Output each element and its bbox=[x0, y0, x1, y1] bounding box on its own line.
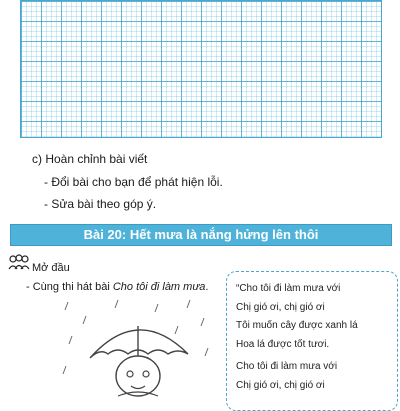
sing-prefix: - Cùng thi hát bài bbox=[26, 281, 113, 293]
umbrella-canopy bbox=[90, 330, 188, 358]
bullet-exchange: - Đổi bài cho bạn để phát hiện lỗi. bbox=[44, 175, 223, 189]
lesson-banner bbox=[10, 224, 392, 246]
lyric-line: Chị gió ơi, chị gió ơi bbox=[236, 302, 325, 313]
lyric-line: “Cho tôi đi làm mưa với bbox=[236, 283, 341, 294]
lyric-line: Cho tôi đi làm mưa với bbox=[236, 361, 338, 372]
bullet-revise: - Sửa bài theo góp ý. bbox=[44, 197, 157, 211]
lyric-line: Hoa lá được tốt tươi. bbox=[236, 339, 330, 350]
child-umbrella-illustration bbox=[58, 296, 218, 400]
group-of-people-icon bbox=[8, 254, 30, 270]
sing-suffix: . bbox=[205, 281, 209, 293]
sing-instruction bbox=[26, 281, 208, 293]
section-c-heading: c) Hoàn chỉnh bài viết bbox=[32, 152, 148, 166]
lyric-line: Chị gió ơi, chị gió ơi bbox=[236, 380, 325, 391]
lyric-line: Tôi muốn cây được xanh lá bbox=[236, 320, 358, 331]
song-title: Cho tôi đi làm mưa bbox=[112, 281, 206, 293]
writing-grid bbox=[20, 0, 382, 138]
intro-label: Mở đầu bbox=[32, 262, 70, 274]
child-face bbox=[116, 356, 160, 396]
lesson-title: Bài 20: Hết mưa là nắng hửng lên thôi bbox=[83, 227, 319, 242]
